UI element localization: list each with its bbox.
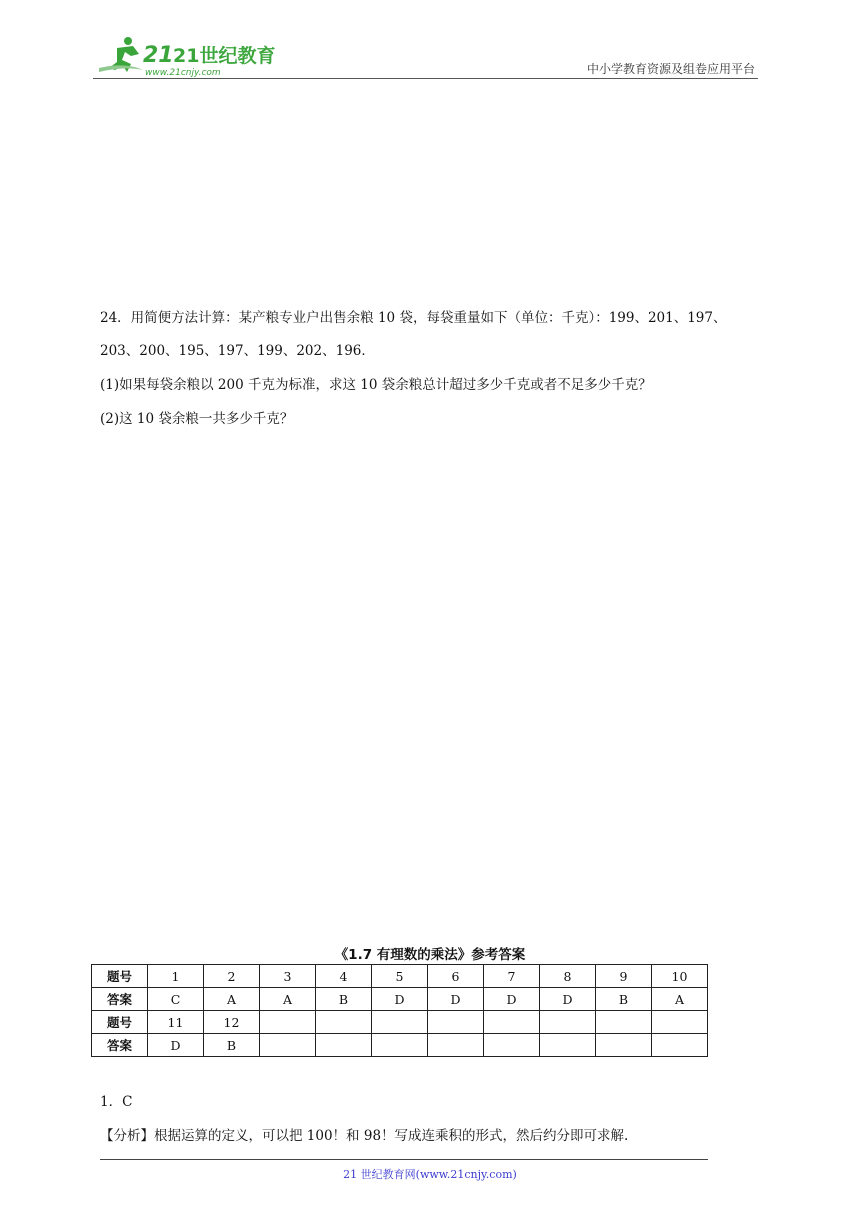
solution-1-analysis: 【分析】根据运算的定义，可以把 100！和 98！写成连乘积的形式，然后约分即可求解. (100, 1128, 629, 1144)
table-cell: 12 (204, 1011, 260, 1034)
table-cell: 1 (148, 965, 204, 988)
table-cell (540, 1034, 596, 1057)
table-cell: 5 (372, 965, 428, 988)
answer-key-title: 《1.7 有理数的乘法》参考答案 (334, 947, 526, 963)
table-cell (484, 1034, 540, 1057)
table-cell: 4 (316, 965, 372, 988)
table-cell (652, 1034, 708, 1057)
footer-divider (100, 1159, 708, 1160)
table-cell (316, 1034, 372, 1057)
table-row (92, 1034, 708, 1057)
footer-link[interactable]: 21 世纪教育网(www.21cnjy.com) (343, 1168, 517, 1181)
runner-logo-icon (95, 34, 276, 80)
svg-text:21: 21 (143, 43, 174, 68)
header-divider (93, 78, 758, 79)
table-row (92, 1011, 708, 1034)
table-cell: D (428, 988, 484, 1011)
table-cell: 8 (540, 965, 596, 988)
table-cell (260, 1011, 316, 1034)
question-24-stem-line2: 203、200、195、197、199、202、196． (100, 343, 375, 359)
table-cell (428, 1011, 484, 1034)
table-cell: C (148, 988, 204, 1011)
solution-1-answer: 1．C (100, 1094, 133, 1110)
table-row-header: 题号 (92, 965, 148, 988)
question-24-stem-line1: 24．用简便方法计算：某产粮专业户出售余粮 10 袋，每袋重量如下（单位：千克）：199、201、197、 (100, 310, 727, 326)
table-cell (372, 1034, 428, 1057)
table-cell: 3 (260, 965, 316, 988)
svg-text:21世纪教育: 21世纪教育 (173, 45, 276, 67)
table-row (92, 988, 708, 1011)
table-cell: D (372, 988, 428, 1011)
table-row (92, 965, 708, 988)
table-cell: B (204, 1034, 260, 1057)
platform-tagline: 中小学教育资源及组卷应用平台 (586, 62, 755, 76)
table-cell (316, 1011, 372, 1034)
svg-text:www.21cnjy.com: www.21cnjy.com (145, 68, 221, 78)
table-cell (540, 1011, 596, 1034)
table-row-header: 答案 (92, 988, 148, 1011)
table-cell: 7 (484, 965, 540, 988)
table-cell: 10 (652, 965, 708, 988)
table-cell (428, 1034, 484, 1057)
table-cell: B (596, 988, 652, 1011)
table-row-header: 题号 (92, 1011, 148, 1034)
table-cell: B (316, 988, 372, 1011)
table-cell (372, 1011, 428, 1034)
table-cell: A (204, 988, 260, 1011)
table-cell (484, 1011, 540, 1034)
table-cell: D (540, 988, 596, 1011)
table-cell: A (652, 988, 708, 1011)
table-cell (596, 1034, 652, 1057)
table-cell: 2 (204, 965, 260, 988)
table-cell: D (148, 1034, 204, 1057)
question-24-part1: (1)如果每袋余粮以 200 千克为标准，求这 10 袋余粮总计超过多少千克或者不足多少千克？ (100, 377, 652, 393)
table-cell: 9 (596, 965, 652, 988)
table-cell: A (260, 988, 316, 1011)
site-logo (95, 34, 276, 80)
table-cell: 11 (148, 1011, 204, 1034)
table-cell (260, 1034, 316, 1057)
table-cell: D (484, 988, 540, 1011)
answer-key-table (91, 964, 708, 1057)
table-row-header: 答案 (92, 1034, 148, 1057)
question-24-part2: (2)这 10 袋余粮一共多少千克？ (100, 411, 294, 427)
table-cell: 6 (428, 965, 484, 988)
table-cell (596, 1011, 652, 1034)
table-cell (652, 1011, 708, 1034)
